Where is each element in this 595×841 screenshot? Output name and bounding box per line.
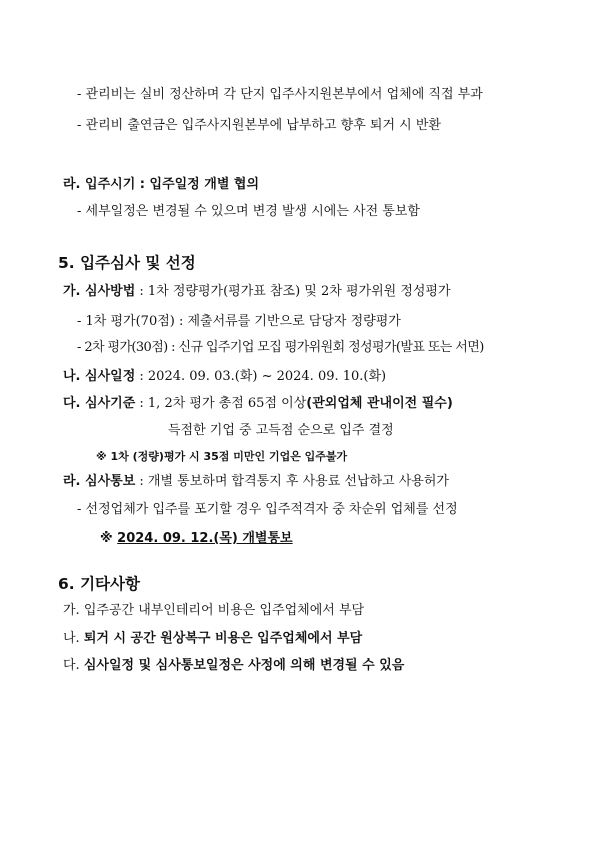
review-criteria-label: 다. 심사기준 — [63, 396, 136, 411]
other-item-interior — [63, 602, 364, 620]
fee-billing-item: - 관리비는 실비 정산하며 각 단지 입주사지원본부에서 업체에 직접 부과 — [77, 87, 483, 102]
review-criteria-continuation: 득점한 기업 중 고득점 순으로 입주 결정 — [168, 423, 394, 438]
review-method-label: 가. 심사방법 — [63, 284, 136, 299]
review-schedule-label: 나. 심사일정 — [63, 369, 136, 384]
minimum-score-note: ※ 1차 (정량)평가 시 35점 미만인 기업은 입주불가 — [96, 450, 348, 463]
review-stage2-item: - 2차 평가(30점) : 신규 입주기업 모집 평가위원회 정성평가(발표 또는 서면) — [77, 340, 484, 355]
review-notice-label: 라. 심사통보 — [63, 474, 136, 489]
other-item-text: 심사일정 및 심사통보일정은 사정에 의해 변경될 수 있음 — [83, 658, 405, 673]
review-stage1-item: - 1차 평가(70점) : 제출서류를 기반으로 담당자 정량평가 — [77, 314, 401, 329]
notice-date-note — [100, 530, 293, 548]
section5-title: 5. 입주심사 및 선정 — [58, 254, 196, 272]
other-item-restoration — [63, 630, 362, 648]
other-item-prefix: 다. — [63, 658, 84, 673]
other-item-prefix: 가. — [63, 603, 84, 618]
review-method-row — [63, 283, 451, 301]
review-schedule-text: : 2024. 09. 03.(화) ~ 2024. 09. 10.(화) — [135, 369, 387, 384]
move-in-timing-item: - 세부일정은 변경될 수 있으며 변경 발생 시에는 사전 통보함 — [77, 204, 420, 219]
review-notice-text: : 개별 통보하며 합격통지 후 사용료 선납하고 사용허가 — [135, 474, 449, 489]
fee-deposit-item: - 관리비 출연금은 입주사지원본부에 납부하고 향후 퇴거 시 반환 — [77, 118, 441, 133]
other-item-text: 입주공간 내부인테리어 비용은 입주업체에서 부담 — [83, 603, 365, 618]
review-schedule-row — [63, 368, 386, 386]
notice-date: 2024. 09. 12.(목) 개별통보 — [117, 531, 293, 546]
review-notice-row — [63, 473, 449, 491]
review-method-text: : 1차 정량평가(평가표 참조) 및 2차 평가위원 정성평가 — [135, 284, 451, 299]
review-criteria-text: : 1, 2차 평가 총점 65점 이상 — [135, 396, 307, 411]
other-item-schedule-change — [63, 657, 404, 675]
section6-title: 6. 기타사항 — [58, 575, 140, 593]
other-item-text: 퇴거 시 공간 원상복구 비용은 입주업체에서 부담 — [83, 631, 363, 646]
relocation-requirement: (관외업체 관내이전 필수) — [306, 396, 453, 411]
move-in-timing-heading: 라. 입주시기 : 입주일정 개별 협의 — [63, 177, 260, 192]
notice-mark: ※ — [100, 531, 118, 546]
replacement-selection-item: - 선정업체가 입주를 포기할 경우 입주적격자 중 차순위 업체를 선정 — [77, 502, 458, 517]
review-criteria-row — [63, 395, 453, 413]
other-item-prefix: 나. — [63, 631, 84, 646]
